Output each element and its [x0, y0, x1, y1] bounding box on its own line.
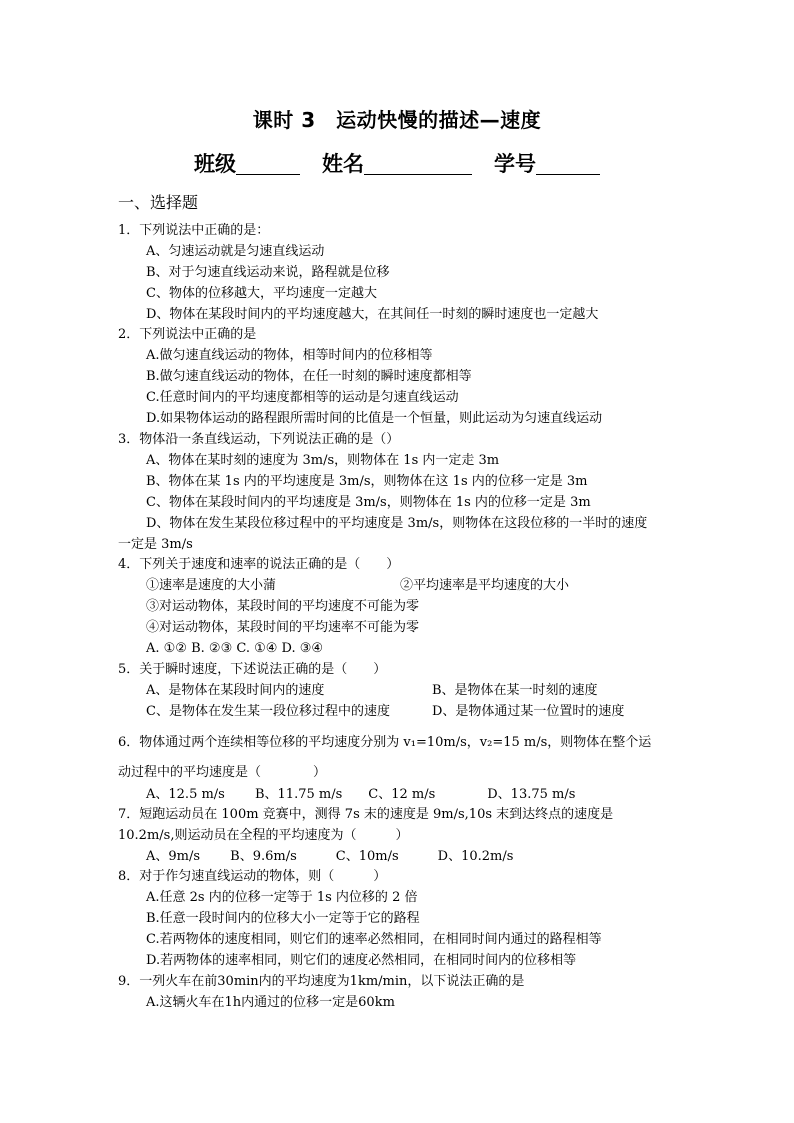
q4-statement-3: ③对运动物体，某段时间的平均速度不可能为零	[146, 599, 420, 614]
q2-option-b: B.做匀速直线运动的物体，在任一时刻的瞬时速度都相等	[146, 369, 472, 384]
q1-option-c: C、物体的位移越大，平均速度一定越大	[146, 286, 377, 301]
question-1: 1．下列说法中正确的是：	[118, 223, 270, 238]
q9-option-a: A.这辆火车在1h内通过的位移一定是60km	[146, 995, 395, 1010]
q6-options: A、12.5 m/s B、11.75 m/s C、12 m/s D、13.75 m/s	[146, 787, 576, 802]
q4-statement-1: ①速率是速度的大小蒲	[146, 578, 277, 593]
q4-options: A. ①② B. ②③ C. ①④ D. ③④	[146, 641, 324, 656]
q4-statement-2: ②平均速率是平均速度的大小	[400, 578, 570, 593]
q8-option-a: A.任意 2s 内的位移一定等于 1s 内位移的 2 倍	[146, 890, 418, 905]
question-5: 5．关于瞬时速度，下述说法正确的是（ ）	[118, 662, 387, 677]
name-blank[interactable]	[364, 152, 472, 175]
q3-option-d: D、物体在发生某段位移过程中的平均速度是 3m/s，则物体在这段位移的一半时的速度	[146, 516, 648, 531]
q2-option-c: C.任意时间内的平均速度都相等的运动是匀速直线运动	[146, 390, 459, 405]
q1-option-b: B、对于匀速直线运动来说，路程就是位移	[146, 265, 390, 280]
section-heading: 一、选择题	[118, 193, 199, 212]
q8-option-c: C.若两物体的速度相同，则它们的速率必然相同，在相同时间内通过的路程相等	[146, 932, 602, 947]
name-label: 姓名	[322, 152, 364, 176]
number-label: 学号	[494, 152, 536, 176]
question-2: 2．下列说法中正确的是	[118, 327, 257, 342]
q5-option-b: B、是物体在某一时刻的速度	[432, 683, 598, 698]
class-blank[interactable]	[236, 152, 300, 175]
q3-option-b: B、物体在某 1s 内的平均速度是 3m/s，则物体在这 1s 内的位移一定是 3m	[146, 474, 588, 489]
question-7-cont: 10.2m/s,则运动员在全程的平均速度为（ ）	[118, 828, 409, 843]
q8-option-b: B.任意一段时间内的位移大小一定等于它的路程	[146, 911, 420, 926]
q4-statement-4: ④对运动物体，某段时间的平均速率不可能为零	[146, 620, 420, 635]
q5-option-c: C、是物体在发生某一段位移过程中的速度	[146, 704, 390, 719]
class-label: 班级	[194, 152, 236, 176]
question-6-cont: 动过程中的平均速度是（ ）	[118, 765, 327, 780]
question-4: 4．下列关于速度和速率的说法正确的是（ ）	[118, 557, 400, 572]
q1-option-a: A、匀速运动就是匀速直线运动	[146, 244, 325, 259]
q3-option-c: C、物体在某段时间内的平均速度是 3m/s，则物体在 1s 内的位移一定是 3m	[146, 495, 591, 510]
q5-option-d: D、是物体通过某一位置时的速度	[432, 704, 625, 719]
student-info-line	[0, 148, 794, 178]
q5-option-a: A、是物体在某段时间内的速度	[146, 683, 325, 698]
q8-option-d: D.若两物体的速率相同，则它们的速度必然相同，在相同时间内的位移相等	[146, 953, 577, 968]
page-title: 课时 3 运动快慢的描述—速度	[252, 108, 542, 132]
number-blank[interactable]	[536, 152, 600, 175]
question-7: 7．短跑运动员在 100m 竞赛中，测得 7s 末的速度是 9m/s,10s 末到达终点的速度是	[118, 807, 614, 822]
q1-option-d: D、物体在某段时间内的平均速度越大，在其间任一时刻的瞬时速度也一定越大	[146, 307, 599, 322]
q3-option-a: A、物体在某时刻的速度为 3m/s，则物体在 1s 内一定走 3m	[146, 453, 500, 468]
question-9: 9．一列火车在前30min内的平均速度为1km/min，以下说法正确的是	[118, 974, 525, 989]
question-6: 6．物体通过两个连续相等位移的平均速度分别为 v₁=10m/s，v₂=15 m/s，则物体在整个运	[118, 735, 652, 750]
q7-options: A、9m/s B、9.6m/s C、10m/s D、10.2m/s	[146, 849, 514, 864]
q2-option-a: A.做匀速直线运动的物体，相等时间内的位移相等	[146, 348, 433, 363]
question-8: 8．对于作匀速直线运动的物体，则（ ）	[118, 869, 387, 884]
q2-option-d: D.如果物体运动的路程跟所需时间的比值是一个恒量，则此运动为匀速直线运动	[146, 411, 603, 426]
question-3: 3．物体沿一条直线运动，下列说法正确的是（）	[118, 432, 400, 447]
q3-option-d-cont: 一定是 3m/s	[118, 537, 193, 552]
